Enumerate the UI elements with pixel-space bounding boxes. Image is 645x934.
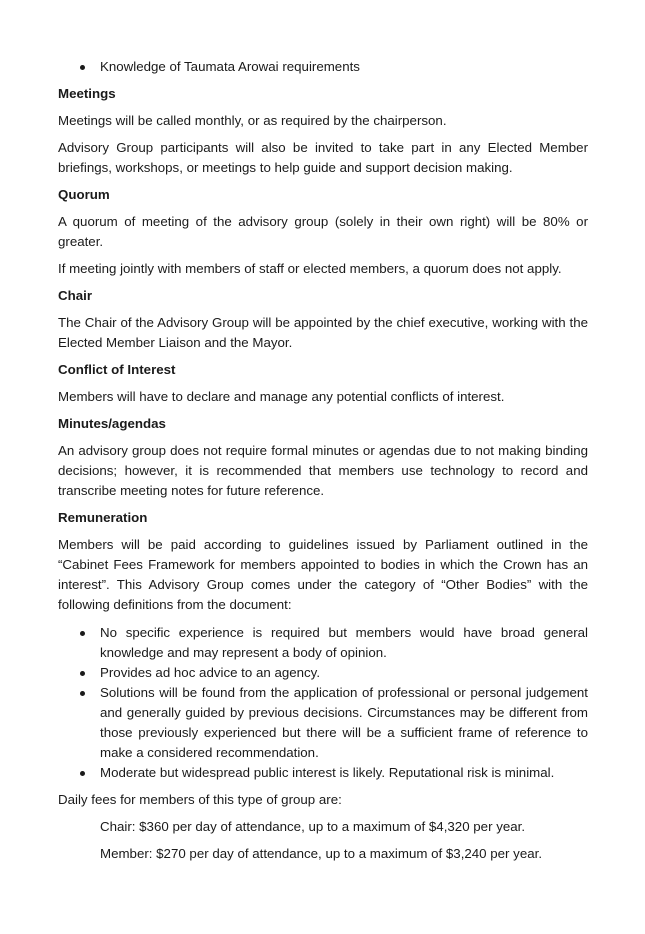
fees-intro: Daily fees for members of this type of group are: [58, 792, 342, 807]
meetings-paragraph-1: Meetings will be called monthly, or as required by the chairperson. [58, 113, 447, 128]
chair-paragraph: The Chair of the Advisory Group will be appointed by the chief executive, working with the Elected Member Liaison and the Mayor. [58, 315, 588, 350]
remuneration-paragraph: Members will be paid according to guidelines issued by Parliament outlined in the “Cabinet Fees Framework for members appointed to bodies in which the Crown has an interest”. This Advisory Group comes under the category of “Other Bodies” with the following definitions from the document: [58, 537, 588, 612]
chair-heading: Chair [58, 288, 92, 303]
list-item: No specific experience is required but members would have broad general knowledge and may represent a body of opinion. [58, 623, 588, 663]
quorum-heading: Quorum [58, 187, 110, 202]
remuneration-bullet-list [58, 623, 588, 783]
minutes-heading: Minutes/agendas [58, 416, 166, 431]
intro-bullet-list [58, 57, 588, 77]
meetings-paragraph-2: Advisory Group participants will also be invited to take part in any Elected Member briefings, workshops, or meetings to help guide and support decision making. [58, 140, 588, 175]
quorum-paragraph-2: If meeting jointly with members of staff or elected members, a quorum does not apply. [58, 261, 562, 276]
quorum-paragraph-1: A quorum of meeting of the advisory group (solely in their own right) will be 80% or greater. [58, 214, 588, 249]
list-item: Moderate but widespread public interest is likely. Reputational risk is minimal. [58, 763, 588, 783]
fee-member: Member: $270 per day of attendance, up to a maximum of $3,240 per year. [100, 846, 543, 861]
document-page [58, 57, 588, 864]
remuneration-heading: Remuneration [58, 510, 148, 525]
list-item: Provides ad hoc advice to an agency. [58, 663, 588, 683]
conflict-paragraph: Members will have to declare and manage any potential conflicts of interest. [58, 389, 505, 404]
fee-chair: Chair: $360 per day of attendance, up to a maximum of $4,320 per year. [100, 819, 526, 834]
list-item: Solutions will be found from the application of professional or personal judgement and generally guided by previous decisions. Circumstances may be different from those previously experienced but there will be a sufficient frame of reference to make a considered recommendation. [58, 683, 588, 763]
minutes-paragraph: An advisory group does not require formal minutes or agendas due to not making binding decisions; however, it is recommended that members use technology to record and transcribe meeting notes for future reference. [58, 443, 588, 498]
list-item: Knowledge of Taumata Arowai requirements [58, 57, 588, 77]
conflict-heading: Conflict of Interest [58, 362, 176, 377]
meetings-heading: Meetings [58, 86, 116, 101]
